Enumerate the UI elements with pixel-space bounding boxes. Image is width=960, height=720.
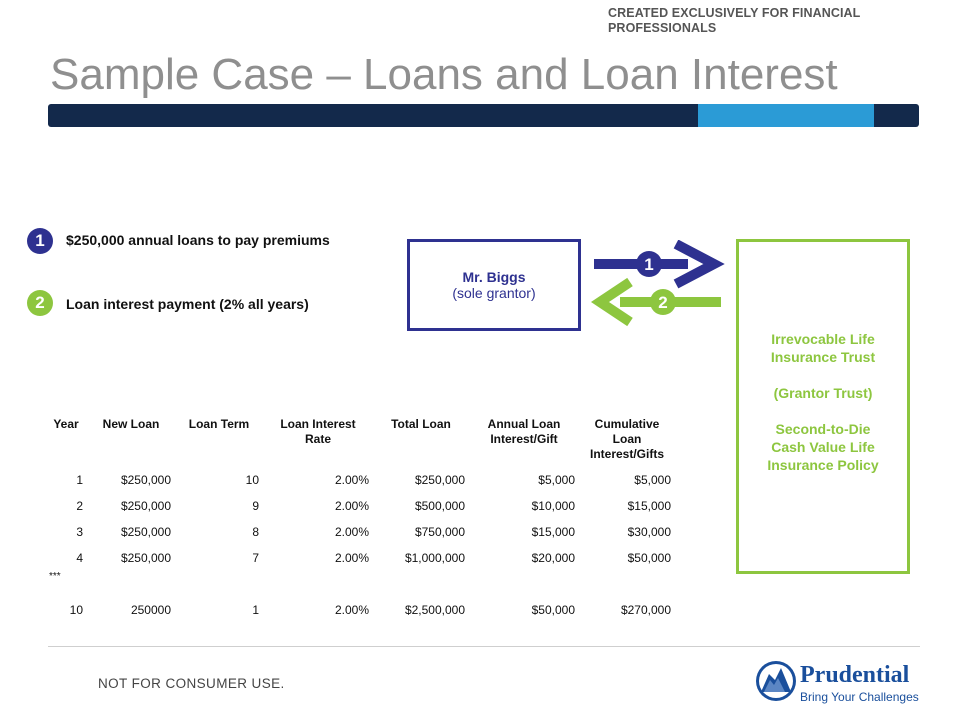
table-row (45, 493, 675, 519)
arrow-1-number: 1 (644, 255, 654, 274)
cell-cumulative-interest: $50,000 (627, 551, 671, 565)
header-interest-rate: Loan Interest Rate (280, 417, 356, 446)
arrow-2-number: 2 (658, 293, 668, 312)
header-annual-interest: Annual Loan Interest/Gift (487, 417, 561, 446)
cell-cumulative-interest: $5,000 (634, 473, 671, 487)
brand-logo-text: Prudential (800, 662, 910, 688)
table-header-row (45, 417, 675, 467)
cell-loan-term: 1 (252, 603, 259, 617)
cell-interest-rate: 2.00% (334, 499, 369, 513)
table-row (45, 545, 675, 571)
cell-interest-rate: 2.00% (334, 551, 369, 565)
legend-text-2: Loan interest payment (2% all years) (66, 296, 309, 312)
trust-box (736, 239, 910, 574)
header-year: Year (53, 417, 79, 431)
legend-badge-2: 2 (27, 290, 53, 316)
cell-new-loan: $250,000 (120, 499, 171, 513)
exclusive-line-1: CREATED EXCLUSIVELY FOR FINANCIAL (608, 6, 861, 20)
loan-table (45, 417, 675, 623)
cell-ellipsis: *** (49, 571, 61, 582)
cell-loan-term: 8 (252, 525, 259, 539)
cell-loan-term: 7 (252, 551, 259, 565)
cell-annual-interest: $15,000 (531, 525, 575, 539)
cell-annual-interest: $50,000 (531, 603, 575, 617)
header-total-loan: Total Loan (391, 417, 451, 431)
flow-arrows (590, 240, 730, 330)
cell-annual-interest: $5,000 (538, 473, 575, 487)
exclusive-notice (608, 6, 908, 36)
legend-text-1: $250,000 annual loans to pay premiums (66, 232, 330, 248)
cell-interest-rate: 2.00% (334, 525, 369, 539)
table-row (45, 467, 675, 493)
header-loan-term: Loan Term (188, 417, 250, 431)
footer-divider (48, 646, 920, 647)
cell-loan-term: 9 (252, 499, 259, 513)
page-title: Sample Case – Loans and Loan Interest (50, 50, 838, 99)
grantor-box (407, 239, 581, 331)
cell-new-loan: $250,000 (120, 525, 171, 539)
cell-cumulative-interest: $270,000 (620, 603, 671, 617)
cell-interest-rate: 2.00% (334, 603, 369, 617)
title-bar-dark-segment (48, 104, 698, 127)
arrow-interest-to-grantor (600, 282, 721, 322)
cell-annual-interest: $10,000 (531, 499, 575, 513)
cell-cumulative-interest: $15,000 (627, 499, 671, 513)
trust-line-2: Insurance Trust (770, 349, 876, 365)
table-row-ellipsis (45, 571, 675, 597)
brand-tagline: Bring Your Challenges (800, 690, 919, 704)
cell-loan-term: 10 (245, 473, 259, 487)
cell-year: 2 (76, 499, 83, 513)
arrow-loan-to-trust (594, 244, 714, 284)
header-new-loan: New Loan (102, 417, 160, 431)
title-bar-light-segment (698, 104, 874, 127)
grantor-role: (sole grantor) (452, 285, 536, 301)
cell-cumulative-interest: $30,000 (627, 525, 671, 539)
exclusive-line-2: PROFESSIONALS (608, 21, 717, 35)
title-bar-end-segment (874, 104, 919, 127)
trust-line-1: Irrevocable Life (771, 331, 875, 347)
cell-year: 3 (76, 525, 83, 539)
cell-year: 10 (69, 603, 83, 617)
cell-total-loan: $750,000 (414, 525, 465, 539)
cell-new-loan: 250000 (130, 603, 171, 617)
trust-line-6: Insurance Policy (767, 457, 879, 473)
header-cumulative-interest: Cumulative Loan Interest/Gifts (589, 417, 664, 461)
cell-total-loan: $500,000 (414, 499, 465, 513)
title-bar (48, 104, 919, 127)
cell-interest-rate: 2.00% (334, 473, 369, 487)
footer-disclaimer: NOT FOR CONSUMER USE. (98, 676, 285, 691)
cell-total-loan: $1,000,000 (404, 551, 465, 565)
table-row (45, 519, 675, 545)
cell-year: 4 (76, 551, 83, 565)
trust-line-3: (Grantor Trust) (773, 385, 873, 401)
cell-total-loan: $2,500,000 (404, 603, 465, 617)
trust-line-4: Second-to-Die (775, 421, 871, 437)
table-row (45, 597, 675, 623)
cell-annual-interest: $20,000 (531, 551, 575, 565)
cell-new-loan: $250,000 (120, 473, 171, 487)
cell-year: 1 (76, 473, 83, 487)
legend-badge-1: 1 (27, 228, 53, 254)
prudential-rock-icon (755, 658, 797, 704)
cell-new-loan: $250,000 (120, 551, 171, 565)
trust-line-5: Cash Value Life (771, 439, 875, 455)
cell-total-loan: $250,000 (414, 473, 465, 487)
grantor-name: Mr. Biggs (462, 269, 526, 285)
